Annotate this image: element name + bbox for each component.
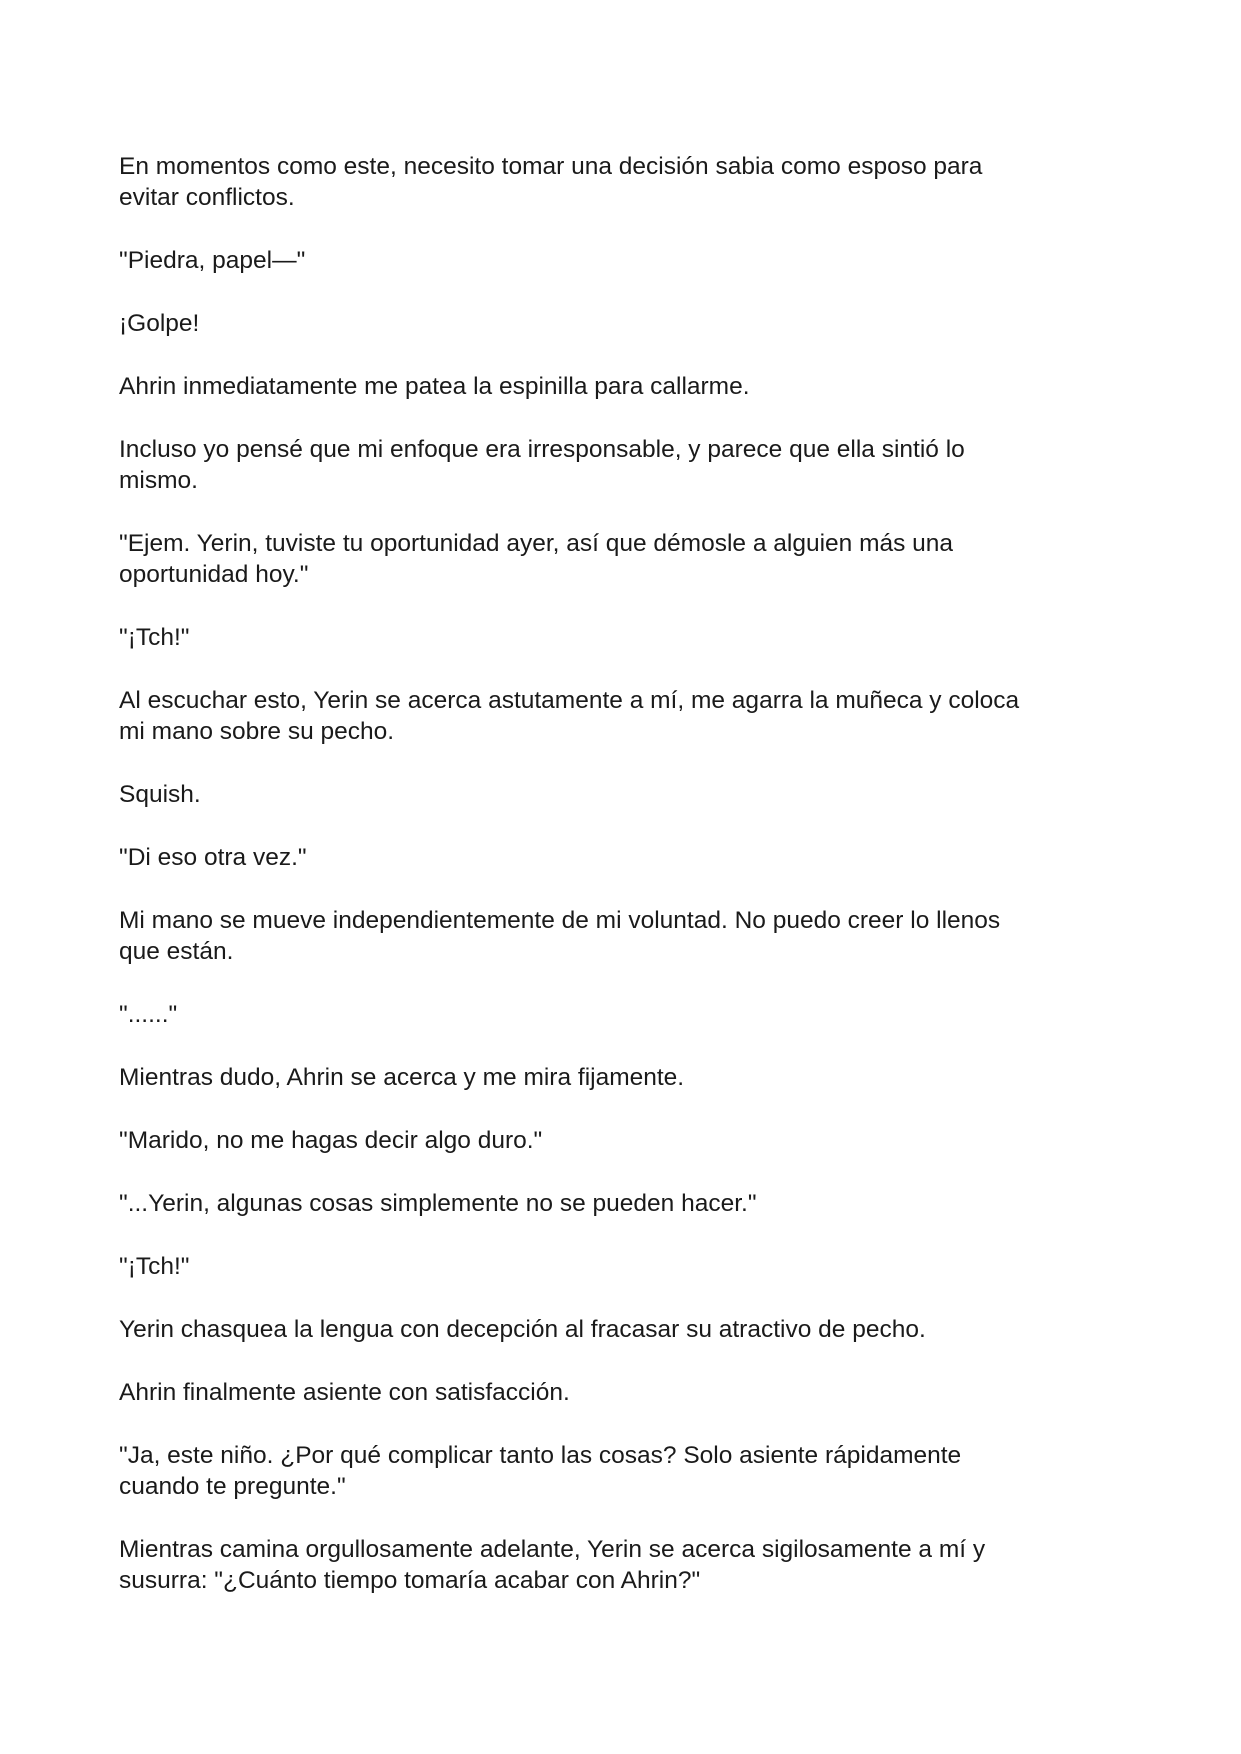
text-line: Squish.: [119, 781, 201, 808]
paragraph: [119, 779, 1129, 810]
text-line: oportunidad hoy.": [119, 561, 309, 588]
paragraph: [119, 685, 1129, 747]
text-line: "......": [119, 1001, 178, 1028]
paragraph: [119, 528, 1129, 590]
paragraph: [119, 1314, 1129, 1345]
text-line: evitar conflictos.: [119, 184, 295, 211]
text-line: "Ja, este niño. ¿Por qué complicar tanto las cosas? Solo asiente rápidamente: [119, 1442, 962, 1469]
text-line: Mi mano se mueve independientemente de mi voluntad. No puedo creer lo llenos: [119, 907, 1001, 934]
text-line: Mientras camina orgullosamente adelante, Yerin se acerca sigilosamente a mí y: [119, 1536, 986, 1563]
text-line: En momentos como este, necesito tomar una decisión sabia como esposo para: [119, 153, 983, 180]
text-line: Incluso yo pensé que mi enfoque era irresponsable, y parece que ella sintió lo: [119, 436, 965, 463]
document-body: [119, 151, 1129, 1628]
text-line: "Marido, no me hagas decir algo duro.": [119, 1127, 543, 1154]
paragraph: [119, 434, 1129, 496]
text-line: "...Yerin, algunas cosas simplemente no se pueden hacer.": [119, 1190, 757, 1217]
paragraph: [119, 1188, 1129, 1219]
text-line: "Di eso otra vez.": [119, 844, 307, 871]
paragraph: [119, 1062, 1129, 1093]
paragraph: [119, 905, 1129, 967]
text-line: Al escuchar esto, Yerin se acerca astutamente a mí, me agarra la muñeca y coloca: [119, 687, 1020, 714]
paragraph: [119, 1377, 1129, 1408]
text-line: Ahrin inmediatamente me patea la espinilla para callarme.: [119, 373, 750, 400]
text-line: que están.: [119, 938, 234, 965]
paragraph: [119, 1534, 1129, 1596]
paragraph: [119, 1251, 1129, 1282]
text-line: "Piedra, papel—": [119, 247, 306, 274]
paragraph: [119, 371, 1129, 402]
text-line: susurra: "¿Cuánto tiempo tomaría acabar con Ahrin?": [119, 1567, 701, 1594]
paragraph: [119, 622, 1129, 653]
text-line: cuando te pregunte.": [119, 1473, 346, 1500]
paragraph: [119, 1125, 1129, 1156]
text-line: "Ejem. Yerin, tuviste tu oportunidad ayer, así que démosle a alguien más una: [119, 530, 954, 557]
text-line: "¡Tch!": [119, 1253, 190, 1280]
paragraph: [119, 151, 1129, 213]
text-line: Ahrin finalmente asiente con satisfacción.: [119, 1379, 570, 1406]
text-line: mi mano sobre su pecho.: [119, 718, 395, 745]
text-line: "¡Tch!": [119, 624, 190, 651]
text-line: mismo.: [119, 467, 198, 494]
text-line: ¡Golpe!: [119, 310, 200, 337]
paragraph: [119, 999, 1129, 1030]
paragraph: [119, 842, 1129, 873]
text-line: Mientras dudo, Ahrin se acerca y me mira fijamente.: [119, 1064, 685, 1091]
paragraph: [119, 1440, 1129, 1502]
text-line: Yerin chasquea la lengua con decepción al fracasar su atractivo de pecho.: [119, 1316, 926, 1343]
paragraph: [119, 245, 1129, 276]
paragraph: [119, 308, 1129, 339]
